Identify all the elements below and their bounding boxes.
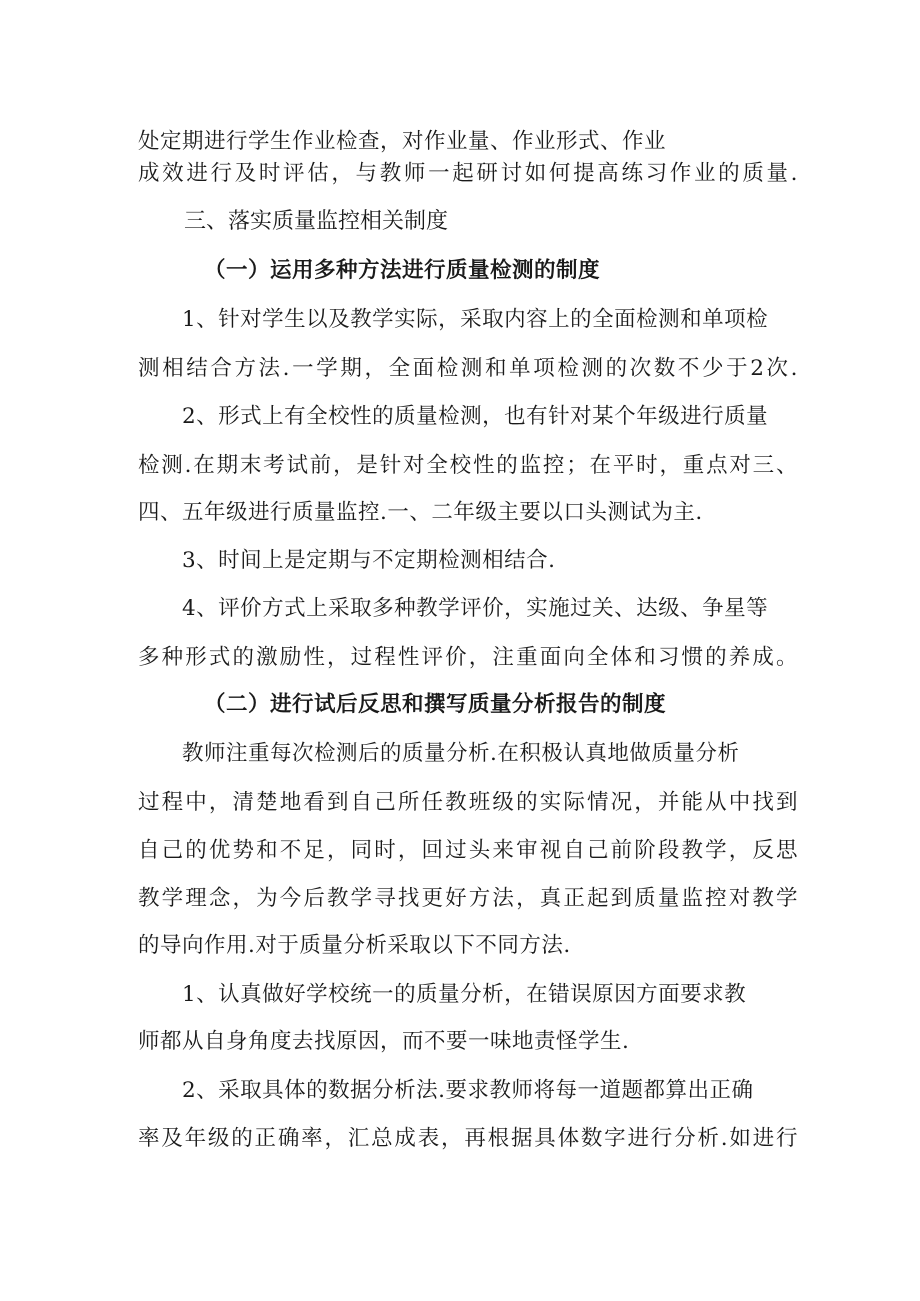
paragraph-line: 四、五年级进行质量监控.一、二年级主要以口头测试为主. xyxy=(138,500,703,525)
paragraph-line: 多种形式的激励性，过程性评价，注重面向全体和习惯的养成。 xyxy=(138,645,798,670)
paragraph-line: 的导向作用.对于质量分析采取以下不同方法. xyxy=(138,933,571,958)
paragraph-line: 2、形式上有全校性的质量检测，也有针对某个年级进行质量 xyxy=(182,404,769,429)
subsection-heading: （一）运用多种方法进行质量检测的制度 xyxy=(204,258,601,283)
paragraph-line: 教学理念，为今后教学寻找更好方法，真正起到质量监控对教学 xyxy=(138,886,798,911)
paragraph-line: 处定期进行学生作业检查，对作业量、作业形式、作业 xyxy=(138,129,667,154)
paragraph-line: 率及年级的正确率，汇总成表，再根据具体数字进行分析.如进行 xyxy=(138,1126,798,1151)
paragraph-line: 1、认真做好学校统一的质量分析，在错误原因方面要求教 xyxy=(182,982,747,1007)
paragraph-line: 2、采取具体的数据分析法.要求教师将每一道题都算出正确 xyxy=(182,1078,754,1103)
paragraph-line: 检测.在期末考试前，是针对全校性的监控；在平时，重点对三、 xyxy=(138,453,798,478)
paragraph-line: 测相结合方法.一学期，全面检测和单项检测的次数不少于2次. xyxy=(138,356,798,381)
paragraph-line: 教师注重每次检测后的质量分析.在积极认真地做质量分析 xyxy=(182,741,740,766)
paragraph-line: 过程中，清楚地看到自己所任教班级的实际情况，并能从中找到 xyxy=(138,790,798,815)
paragraph-line: 3、时间上是定期与不定期检测相结合. xyxy=(182,548,556,573)
subsection-heading: （二）进行试后反思和撰写质量分析报告的制度 xyxy=(204,692,667,717)
paragraph-line: 师都从自身角度去找原因，而不要一味地责怪学生. xyxy=(138,1029,630,1054)
paragraph-line: 1、针对学生以及教学实际，采取内容上的全面检测和单项检 xyxy=(182,307,769,332)
section-heading: 三、落实质量监控相关制度 xyxy=(184,209,449,234)
paragraph-line: 自己的优势和不足，同时，回过头来审视自己前阶段教学，反思 xyxy=(138,838,798,863)
paragraph-line: 4、评价方式上采取多种教学评价，实施过关、达级、争星等 xyxy=(182,596,769,621)
paragraph-line: 成效进行及时评估，与教师一起研讨如何提高练习作业的质量. xyxy=(138,161,798,186)
